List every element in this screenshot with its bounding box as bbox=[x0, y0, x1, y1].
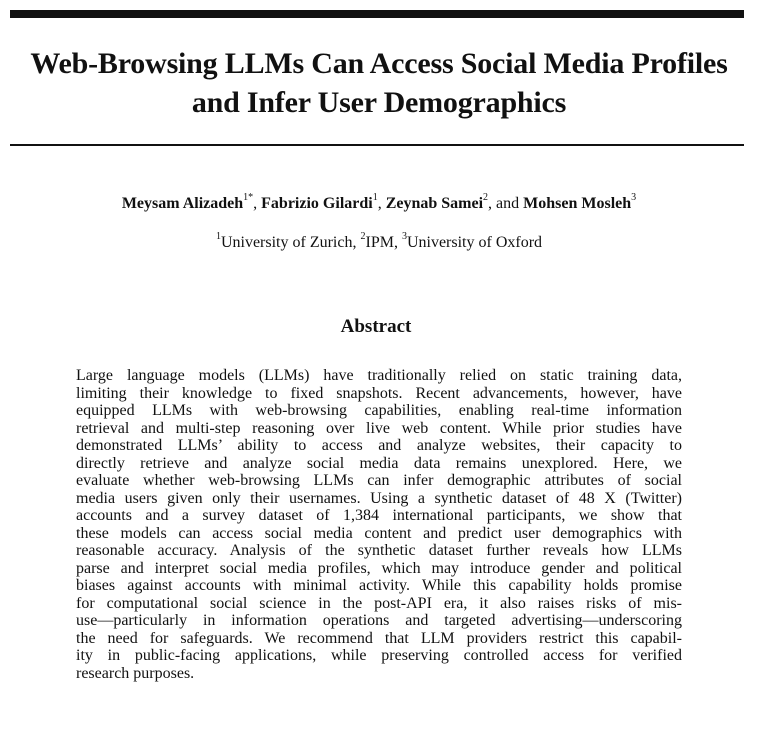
abstract-line: directly retrieve and analyze social media data remains unexplored. Here, we bbox=[76, 454, 682, 472]
title-rule bbox=[10, 144, 744, 146]
title-line: Web-Browsing LLMs Can Access Social Media Profiles bbox=[30, 47, 728, 80]
author-affiliation-mark: 1 bbox=[372, 191, 378, 203]
affiliation-name: University of Zurich bbox=[220, 234, 353, 251]
affiliation-separator: , bbox=[352, 234, 361, 251]
author-separator: , and bbox=[488, 195, 524, 212]
abstract-line: the need for safeguards. We recommend that LLM providers restrict this capabil- bbox=[76, 629, 682, 647]
abstract-line: limiting their knowledge to fixed snapshots. Recent advancements, however, have bbox=[76, 384, 682, 402]
author-affiliation-mark: 3 bbox=[631, 191, 637, 203]
abstract-body bbox=[76, 367, 682, 682]
abstract-line: media users given only their usernames. Using a synthetic dataset of 48 X (Twitter) bbox=[76, 489, 682, 507]
abstract-line: evaluate whether web-browsing LLMs can infer demographic attributes of social bbox=[76, 472, 682, 489]
author-name: Meysam Alizadeh bbox=[121, 195, 244, 212]
abstract-line: reasonable accuracy. Analysis of the synthetic dataset further reveals how LLMs bbox=[76, 542, 682, 559]
author-separator: , bbox=[253, 195, 262, 212]
author-list bbox=[0, 193, 758, 215]
abstract-line: ity in public-facing applications, while preserving controlled access for verified bbox=[76, 647, 682, 664]
abstract-line: equipped LLMs with web-browsing capabilities, enabling real-time information bbox=[76, 402, 682, 419]
affiliation-mark: 3 bbox=[401, 230, 407, 242]
affiliation-separator: , bbox=[393, 234, 402, 251]
abstract-line: research purposes. bbox=[76, 664, 195, 682]
abstract-line: for computational social science in the post-API era, it also raises risks of mis- bbox=[76, 594, 682, 612]
affiliation-list bbox=[0, 232, 758, 254]
paper-title bbox=[0, 44, 758, 122]
author-name: Zeynab Samei bbox=[385, 195, 484, 212]
affiliation-mark: 2 bbox=[360, 230, 366, 242]
top-rule bbox=[10, 10, 744, 18]
affiliation-name: IPM bbox=[365, 234, 394, 251]
abstract-line: parse and interpret social media profiles, which may introduce gender and political bbox=[76, 559, 682, 577]
author-separator: , bbox=[377, 195, 386, 212]
author-name: Fabrizio Gilardi bbox=[261, 195, 373, 212]
author-affiliation-mark: 1* bbox=[243, 191, 254, 203]
author-affiliation-mark: 2 bbox=[483, 191, 489, 203]
abstract-line: demonstrated LLMs’ ability to access and analyze websites, their capacity to bbox=[76, 437, 682, 454]
abstract-line: biases against accounts with minimal activity. While this capability holds promise bbox=[76, 577, 682, 594]
affiliation-name: University of Oxford bbox=[406, 234, 543, 251]
abstract-line: accounts and a survey dataset of 1,384 international participants, we show that bbox=[76, 507, 682, 524]
abstract-line: these models can access social media content and predict user demographics with bbox=[76, 524, 682, 542]
abstract-line: use—particularly in information operations and targeted advertising—underscoring bbox=[76, 612, 682, 629]
author-name: Mohsen Mosleh bbox=[523, 195, 632, 212]
affiliation-mark: 1 bbox=[215, 230, 221, 242]
abstract-line: retrieval and multi-step reasoning over live web content. While prior studies have bbox=[76, 419, 682, 437]
abstract-line: Large language models (LLMs) have traditionally relied on static training data, bbox=[76, 367, 682, 384]
title-line: and Infer User Demographics bbox=[191, 86, 567, 119]
abstract-heading: Abstract bbox=[340, 316, 412, 337]
